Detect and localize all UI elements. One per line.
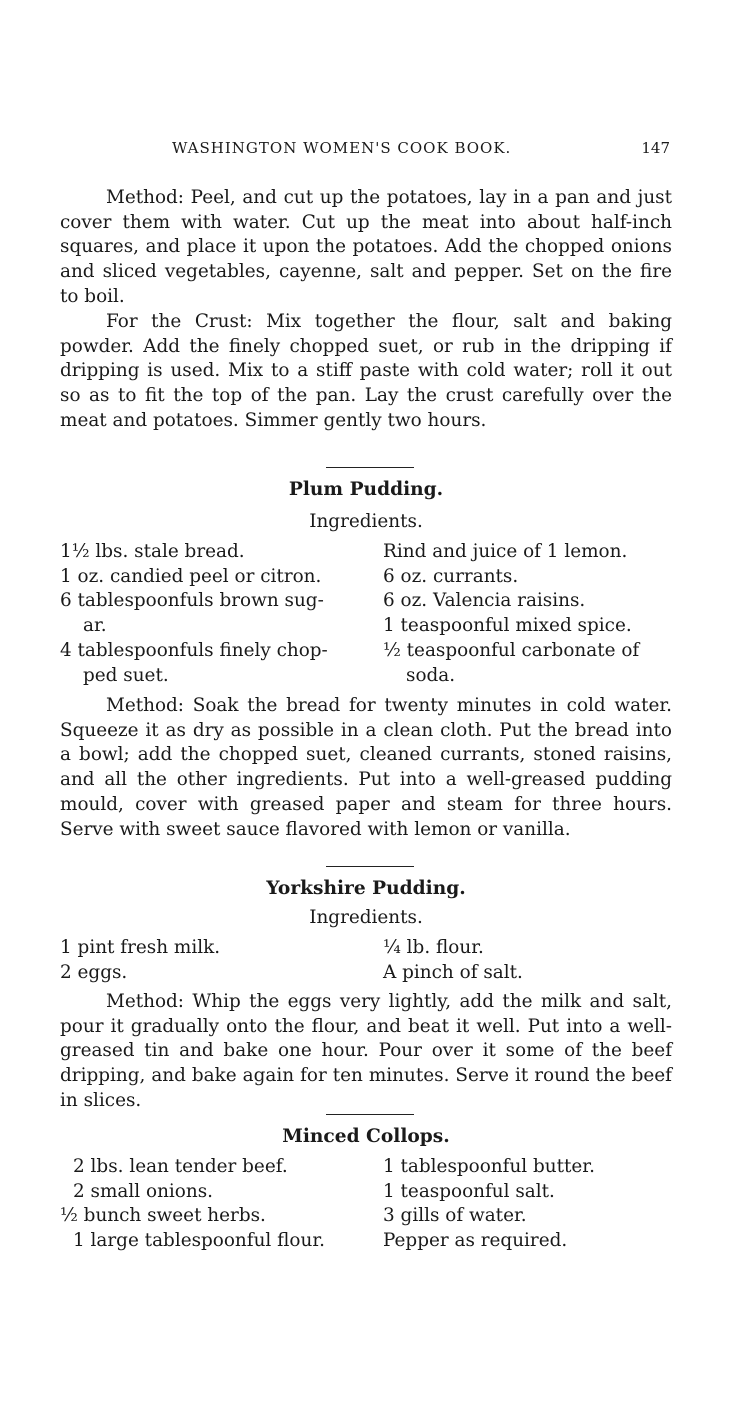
ingredient-item: ¼ lb. flour. [383,937,484,958]
ingredient-item: 1 teaspoonful mixed spice. [383,615,632,637]
ingredient-item: 1 oz. candied peel or citron. [60,565,322,587]
ingredients-left-column [60,540,365,688]
page-number: 147 [641,139,670,157]
ingredient-item: A pinch of salt. [383,961,523,983]
ingredient-item: 2 small onions. [73,1180,213,1202]
ingredient-item: 1 tablespoonful butter. [383,1156,595,1177]
ingredient-item: 1 pint fresh milk. [60,937,221,958]
ingredient-item-continued: ped suet. [83,664,169,686]
crust-paragraph: For the Crust: Mix together the flour, salt and baking powder. Add the finely chopped suet, or rub in the dripping if dripping is used. Mix to a stiff paste with cold water; roll it out so as to fit the top of the pan. Lay the crust carefully over the meat and potatoes. Simmer gently two hours. [60,311,672,431]
section-divider [326,866,414,867]
ingredient-item-continued: ar. [83,615,107,637]
ingredient-item: 4 tablespoonfuls finely chop- [60,639,328,661]
ingredient-item: 6 oz. Valencia raisins. [383,590,586,612]
ingredients-right-column [383,1155,675,1254]
ingredients-left-column [60,936,365,985]
ingredient-item: ½ teaspoonful carbonate of [383,639,640,661]
ingredients-label: Ingredients. [309,511,423,532]
ingredient-item: Pepper as required. [383,1230,568,1252]
ingredient-item: 1½ lbs. stale bread. [60,541,245,562]
ingredients-right-column [383,540,675,688]
recipe-title-plum-pudding: Plum Pudding. [288,479,444,500]
ingredient-item: 6 tablespoonfuls brown sug- [60,590,324,612]
section-divider [326,467,414,468]
recipe-title-minced-collops: Minced Collops. [282,1126,450,1147]
ingredients-left-column [60,1155,372,1254]
method-paragraph-plum: Method: Soak the bread for twenty minutes in cold water. Squeeze it as dry as possible in a clean cloth. Put the bread into a bowl; add the chopped suet, cleaned currants, stoned raisins, and all the other ingredients. Put into a well-greased pudding mould, cover with greased paper and steam for three hours. Serve with sweet sauce flavored with lemon or vanilla. [60,695,672,840]
ingredients-label: Ingredients. [309,907,423,928]
ingredient-item: ½ bunch sweet herbs. [60,1205,266,1227]
ingredient-item: 2 lbs. lean tender beef. [73,1156,288,1177]
ingredient-item: 6 oz. currants. [383,565,519,587]
header-title: WASHINGTON WOMEN'S COOK BOOK. [172,139,512,157]
ingredient-item: 2 eggs. [60,961,128,983]
method-paragraph-yorkshire: Method: Whip the eggs very lightly, add the milk and salt, pour it gradually onto the flour, and beat it well. Put into a well-greased tin and bake one hour. Pour over it some of the beef dripping, and bake again for ten minutes. Serve it round the beef in slices. [60,991,672,1111]
ingredient-item-continued: soda. [406,664,456,686]
recipe-title-yorkshire-pudding: Yorkshire Pudding. [266,878,466,899]
ingredient-item: 1 teaspoonful salt. [383,1180,555,1202]
method-paragraph-1: Method: Peel, and cut up the potatoes, lay in a pan and just cover them with water. Cut up the meat into about half-inch squares, and place it upon the potatoes. Add the chopped onions and sliced vegetables, cayenne, salt and pepper. Set on the fire to boil. [60,187,672,307]
ingredients-right-column [383,936,675,985]
ingredient-item: 1 large tablespoonful flour. [73,1230,325,1252]
ingredient-item: 3 gills of water. [383,1205,527,1227]
section-divider [326,1114,414,1115]
ingredient-item: Rind and juice of 1 lemon. [383,541,628,562]
